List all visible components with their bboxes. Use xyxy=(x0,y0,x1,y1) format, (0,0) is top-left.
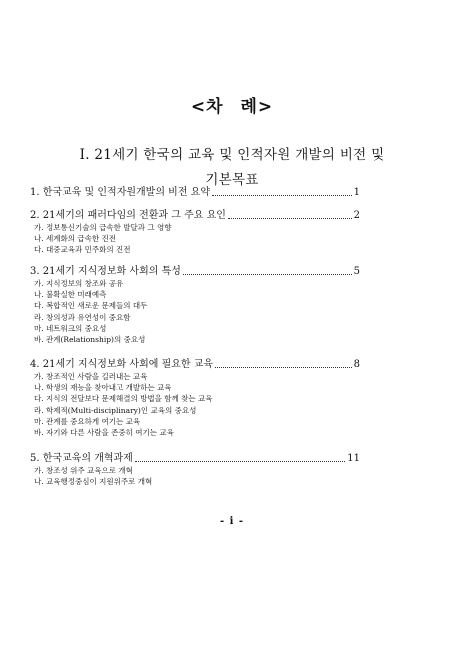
toc-subitem[interactable]: 다. 지식의 전달보다 문제해결의 방법을 함께 찾는 교육 xyxy=(34,394,213,404)
toc-section-4 xyxy=(30,358,360,438)
toc-entry[interactable] xyxy=(30,209,360,222)
toc-subitem[interactable]: 나. 불확실한 미래예측 xyxy=(34,290,107,300)
toc-subitem[interactable]: 바. 관계(Relationship)의 중요성 xyxy=(34,335,146,345)
toc-section-3 xyxy=(30,265,360,345)
dot-leader xyxy=(228,218,352,219)
toc-subitem[interactable]: 바. 자기와 다른 사람을 존중히 여기는 교육 xyxy=(34,428,174,438)
toc-entry-page: 8 xyxy=(353,359,360,370)
toc-subitem[interactable]: 가. 지식정보의 창조와 공유 xyxy=(34,279,124,288)
toc-section-1 xyxy=(30,186,360,199)
toc-section-5 xyxy=(30,452,360,487)
toc-subitem[interactable]: 가. 창조성 위주 교육으로 개혁 xyxy=(34,466,133,475)
toc-subitem[interactable]: 나. 세계화의 급속한 진전 xyxy=(34,234,116,244)
toc-entry[interactable] xyxy=(30,452,360,465)
toc-section-2 xyxy=(30,209,360,256)
toc-entry-page: 2 xyxy=(353,210,360,221)
toc-entry[interactable] xyxy=(30,358,360,371)
toc-entry[interactable] xyxy=(30,186,360,199)
toc-entry-page: 11 xyxy=(347,453,360,464)
chapter-heading-line2: 기본목표 xyxy=(205,172,259,188)
toc-entry-label: 2. 21세기의 패러다임의 전환과 그 주요 요인 xyxy=(30,210,226,221)
toc-entry-label: 3. 21세기 지식정보화 사회의 특성 xyxy=(30,266,181,277)
toc-entry-page: 1 xyxy=(353,187,360,198)
chapter-heading-line1: I. 21세기 한국의 교육 및 인적자원 개발의 비전 및 xyxy=(79,147,385,163)
toc-entry-label: 4. 21세기 지식정보화 사회에 필요한 교육 xyxy=(30,359,214,370)
toc-entry[interactable] xyxy=(30,265,360,278)
dot-leader xyxy=(215,367,352,368)
toc-entry-label: 1. 한국교육 및 인적자원개발의 비전 요약 xyxy=(30,187,210,198)
dot-leader xyxy=(212,195,352,196)
toc-entry-page: 5 xyxy=(353,266,360,277)
toc-subitem[interactable]: 가. 정보통신기술의 급속한 발달과 그 영향 xyxy=(34,223,172,232)
toc-entry-label: 5. 한국교육의 개혁과제 xyxy=(30,453,133,464)
toc-subitem[interactable]: 나. 교육행정중심이 지원위주로 개혁 xyxy=(34,477,153,487)
page-number: - i - xyxy=(219,516,245,527)
toc-subitem[interactable]: 다. 복합적인 새로운 문제들의 대두 xyxy=(34,301,148,311)
toc-subitem[interactable]: 다. 대중교육과 민주화의 진전 xyxy=(34,245,131,255)
toc-subitem[interactable]: 나. 학생의 재능을 찾아내고 개발하는 교육 xyxy=(34,383,172,393)
toc-subitem[interactable]: 마. 네트워크의 중요성 xyxy=(34,323,107,333)
toc-subitem[interactable]: 가. 창조적인 사람을 길러내는 교육 xyxy=(34,372,148,381)
dot-leader xyxy=(135,461,345,462)
dot-leader xyxy=(183,274,352,275)
toc-title: <차 례> xyxy=(190,97,274,117)
toc-subitem[interactable]: 라. 창의성과 유연성이 중요함 xyxy=(34,312,131,322)
toc-subitem[interactable]: 마. 관계를 중요하게 여기는 교육 xyxy=(34,416,141,426)
toc-subitem[interactable]: 라. 학제적(Multi-disciplinary)인 교육의 중요성 xyxy=(34,405,197,415)
